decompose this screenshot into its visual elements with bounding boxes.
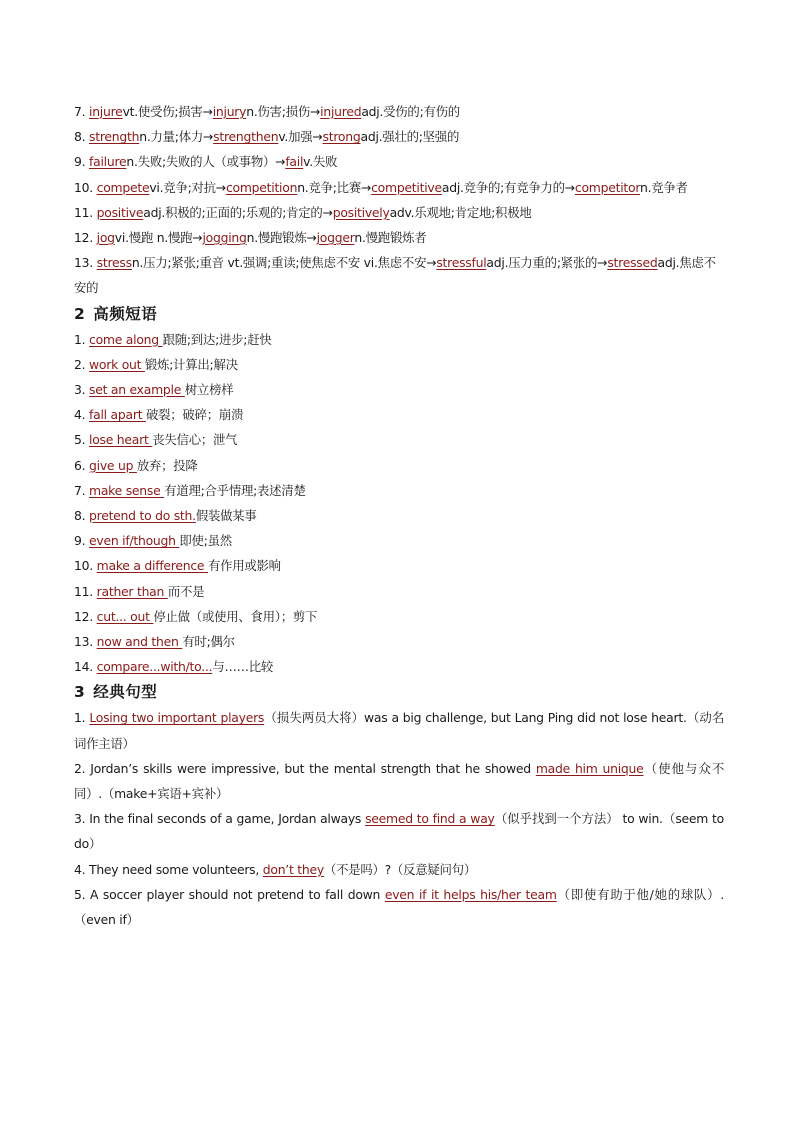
answer-underlined: positively	[332, 204, 390, 220]
section-heading-sentences	[74, 679, 724, 705]
text-segment: 4. They need some volunteers,	[74, 861, 263, 877]
answer-underlined: competitor	[574, 179, 640, 195]
phrase-meaning: 放弃；投降	[136, 457, 198, 473]
text-segment: n.力量;体力→	[139, 129, 214, 145]
text-segment: n.伤害;损伤→	[246, 104, 321, 119]
phrase-list	[74, 327, 724, 680]
text-segment: adj.受伤的;有伤的	[361, 104, 460, 119]
phrase-answer: make sense	[89, 482, 165, 498]
sentence-item	[74, 705, 724, 755]
text-segment: n.竞争;比赛→	[297, 179, 372, 195]
section-number: 3	[74, 683, 86, 702]
answer-underlined: injured	[320, 104, 362, 119]
phrase-answer: work out	[89, 356, 145, 372]
phrase-meaning: 跟随;到达;进步;赶快	[162, 331, 272, 347]
answer-underlined: strong	[322, 129, 361, 145]
sentence-item	[74, 806, 724, 856]
sentence-item	[74, 882, 724, 932]
phrase-meaning: 假装做某事	[195, 508, 257, 524]
item-number: 11.	[74, 583, 97, 599]
text-segment: vi.竞争;对抗→	[149, 179, 226, 195]
answer-underlined: jog	[96, 230, 115, 246]
phrase-item	[74, 377, 724, 402]
phrase-meaning: 与……比较	[212, 659, 274, 675]
word-family-item	[74, 175, 724, 200]
text-segment: adj.竞争的;有竞争力的→	[441, 179, 575, 195]
phrase-meaning: 破裂；破碎；崩溃	[146, 407, 244, 423]
phrase-item	[74, 427, 724, 452]
phrase-item	[74, 503, 724, 528]
phrase-item	[74, 453, 724, 478]
section-number: 2	[74, 304, 86, 323]
phrase-meaning: 锻炼;计算出;解决	[144, 356, 238, 372]
phrase-item	[74, 352, 724, 377]
text-segment: adj.积极的;正面的;乐观的;肯定的→	[143, 204, 333, 220]
item-number: 11.	[74, 204, 97, 220]
phrase-item	[74, 478, 724, 503]
item-number: 10.	[74, 179, 97, 195]
phrase-item	[74, 402, 724, 427]
phrase-meaning: 有道理;合乎情理;表述清楚	[164, 482, 306, 498]
item-number: 12.	[74, 608, 97, 624]
text-segment: n.慢跑锻炼者	[354, 230, 427, 246]
item-number: 4.	[74, 407, 90, 423]
phrase-meaning: 有时;偶尔	[182, 634, 235, 650]
text-segment: （使他与众不同）.（make+宾语+宾补）	[74, 760, 725, 802]
text-segment: 2. Jordan’s skills were impressive, but the mental strength that he showed	[74, 760, 536, 776]
section-heading-phrases	[74, 301, 724, 327]
item-number: 7.	[74, 104, 90, 119]
text-segment: vi.慢跑 n.慢跑→	[114, 230, 203, 246]
answer-underlined: don’t they	[262, 861, 324, 877]
phrase-answer: lose heart	[89, 432, 153, 448]
phrase-meaning: 丧失信心；泄气	[152, 432, 238, 448]
item-number: 12.	[74, 230, 97, 246]
phrase-answer: pretend to do sth.	[89, 508, 196, 524]
answer-underlined: stressful	[436, 255, 487, 271]
answer-underlined: competitive	[371, 179, 442, 195]
answer-underlined: stressed	[607, 255, 658, 271]
section-title: 高频短语	[93, 304, 158, 323]
item-number: 5.	[74, 432, 90, 448]
item-number: 13.	[74, 634, 97, 650]
phrase-meaning: 而不是	[167, 583, 205, 599]
text-segment: n.竞争者	[639, 179, 688, 195]
answer-underlined: positive	[96, 204, 144, 220]
sentence-list	[74, 705, 724, 932]
text-segment: 1.	[74, 710, 90, 726]
phrase-answer: cut... out	[96, 608, 154, 624]
answer-underlined: jogger	[316, 230, 355, 246]
phrase-item	[74, 327, 724, 352]
answer-underlined: injure	[89, 104, 123, 119]
item-number: 14.	[74, 659, 97, 675]
phrase-answer: come along	[89, 331, 163, 347]
answer-underlined: injury	[212, 104, 247, 119]
text-segment: n.失败;失败的人（或事物）→	[126, 154, 286, 170]
word-family-item	[74, 99, 724, 124]
word-family-item	[74, 200, 724, 225]
page-content	[74, 99, 724, 932]
phrase-answer: compare...with/to...	[96, 659, 213, 675]
text-segment: 3. In the final seconds of a game, Jordan always	[74, 811, 366, 827]
item-number: 9.	[74, 533, 90, 549]
phrase-answer: even if/though	[89, 533, 180, 549]
text-segment: adj.强壮的;坚强的	[360, 129, 460, 145]
item-number: 8.	[74, 508, 90, 524]
section-title: 经典句型	[93, 683, 158, 702]
word-family-item	[74, 149, 724, 174]
text-segment: adj.焦虑不安的	[74, 255, 716, 296]
item-number: 1.	[74, 331, 90, 347]
phrase-item	[74, 528, 724, 553]
answer-underlined: made him unique	[535, 760, 644, 776]
phrase-item	[74, 604, 724, 629]
answer-underlined: failure	[89, 154, 127, 170]
item-number: 8.	[74, 129, 90, 145]
answer-underlined: strength	[89, 129, 140, 145]
item-number: 7.	[74, 482, 90, 498]
phrase-meaning: 有作用或影响	[207, 558, 281, 574]
phrase-answer: give up	[89, 457, 137, 473]
text-segment: （损失两员大将）was a big challenge, but Lang Ping did not lose heart.（动名词作主语）	[74, 710, 724, 751]
phrase-item	[74, 654, 724, 679]
phrase-meaning: 停止做（或使用、食用）；剪下	[153, 608, 318, 624]
answer-underlined: strengthen	[213, 129, 279, 145]
item-number: 13.	[74, 255, 97, 271]
phrase-answer: now and then	[96, 634, 183, 650]
word-family-item	[74, 124, 724, 149]
sentence-item	[74, 857, 724, 882]
answer-underlined: even if it helps his/her team	[384, 886, 557, 902]
answer-underlined: stress	[96, 255, 132, 271]
phrase-answer: make a difference	[96, 558, 208, 574]
phrase-item	[74, 629, 724, 654]
answer-underlined: compete	[96, 179, 150, 195]
word-family-item	[74, 225, 724, 250]
text-segment: （即使有助于他/她的球队）.（even if）	[74, 886, 724, 928]
answer-underlined: jogging	[202, 230, 247, 246]
sentence-item	[74, 756, 724, 806]
answer-underlined: fail	[285, 154, 304, 170]
text-segment: v.加强→	[278, 129, 323, 145]
text-segment: adv.乐观地;肯定地;积极地	[389, 204, 532, 220]
item-number: 6.	[74, 457, 90, 473]
word-family-list	[74, 99, 724, 301]
text-segment: n.慢跑锻炼→	[246, 230, 317, 246]
item-number: 2.	[74, 356, 90, 372]
phrase-answer: fall apart	[89, 407, 146, 423]
text-segment: n.压力;紧张;重音 vt.强调;重读;使焦虑不安 vi.焦虑不安→	[131, 255, 437, 271]
item-number: 9.	[74, 154, 90, 170]
word-family-item	[74, 250, 724, 300]
text-segment: （不是吗）?（反意疑问句）	[323, 861, 476, 877]
text-segment: adj.压力重的;紧张的→	[486, 255, 608, 271]
text-segment: （似乎找到一个方法） to win.（seem to do）	[74, 811, 724, 852]
item-number: 3.	[74, 382, 90, 398]
phrase-item	[74, 553, 724, 578]
text-segment: v.失败	[303, 154, 338, 170]
answer-underlined: competition	[225, 179, 298, 195]
phrase-meaning: 树立榜样	[184, 382, 234, 398]
answer-underlined: seemed to find a way	[365, 811, 495, 827]
phrase-answer: set an example	[89, 382, 185, 398]
text-segment: vt.使受伤;损害→	[122, 104, 213, 119]
text-segment: 5. A soccer player should not pretend to fall down	[74, 886, 385, 902]
answer-underlined: Losing two important players	[89, 710, 265, 726]
phrase-meaning: 即使;虽然	[179, 533, 232, 549]
phrase-answer: rather than	[96, 583, 168, 599]
phrase-item	[74, 579, 724, 604]
item-number: 10.	[74, 558, 97, 574]
